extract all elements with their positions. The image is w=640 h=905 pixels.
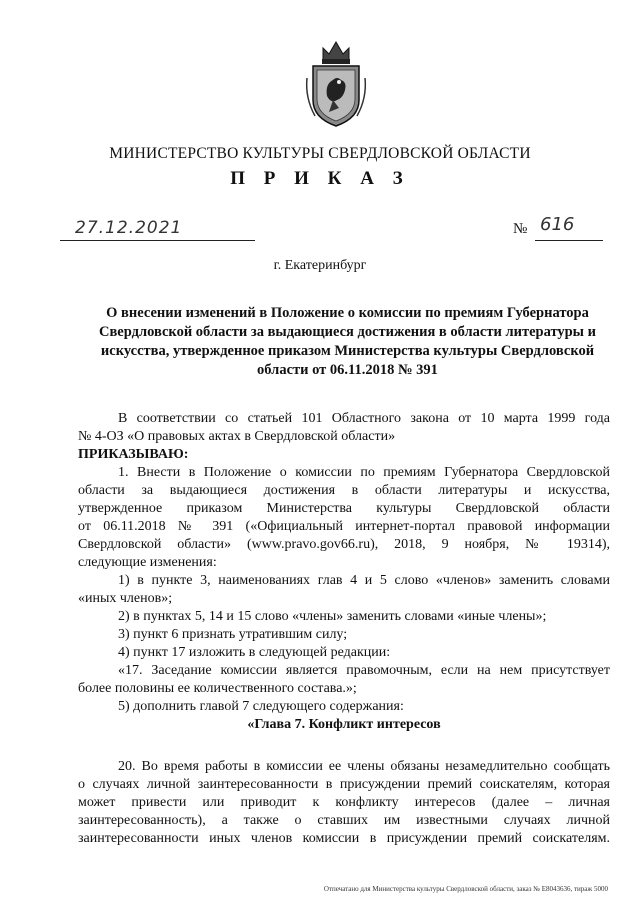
ministry-name: МИНИСТЕРСТВО КУЛЬТУРЫ СВЕРДЛОВСКОЙ ОБЛАСТИ [109,145,531,162]
body-line: «17. Заседание комиссии является правомочным, если на нем присутствует [118,663,610,678]
body-line: 3) пункт 6 признать утратившим силу; [118,627,348,642]
document-title: П Р И К А З [230,168,410,189]
body-line: может привести или приводит к конфликту интересов (далее – личная [78,795,610,810]
body-line: заинтересованность), а также о ставших им известными случаях личной [78,813,610,828]
body-line: Свердловской области» (www.pravo.gov66.ru), 2018, 9 ноября, № 19314), [78,537,610,552]
number-label: № [513,221,528,237]
body-line: от 06.11.2018 № 391 («Официальный интернет-портал правовой информации [78,519,610,534]
body-line: следующие изменения: [78,555,217,570]
order-number: 616 [540,214,575,235]
body-line: № 4-ОЗ «О правовых актах в Свердловской области» [78,429,396,444]
body-line: 4) пункт 17 изложить в следующей редакции: [118,645,391,660]
order-heading: О внесении изменений в Положение о комиссии по премиям Губернатора Свердловской области за выдающиеся достижения в области литературы и искусства, утвержденное приказом Министерства культуры Свердловской области от 06.11.2018 № 391 [99,305,596,378]
coat-of-arms-icon [303,38,369,130]
city: г. Екатеринбург [273,258,367,273]
body-line: более половины ее количественного состава.»; [78,681,357,696]
body-line: 20. Во время работы в комиссии ее члены обязаны незамедлительно сообщать [118,759,610,774]
body-line: 1) в пункте 3, наименованиях глав 4 и 5 слово «членов» заменить словами [118,573,610,588]
body-line: 1. Внести в Положение о комиссии по премиям Губернатора Свердловской [118,465,610,480]
body-line: заинтересованности иных членов комиссии в присуждении премий соискателям. [78,831,610,846]
chapter-title: «Глава 7. Конфликт интересов [247,717,441,732]
body-line: 2) в пунктах 5, 14 и 15 слово «члены» заменить словами «иные члены»; [118,609,547,624]
body-line: области за выдающиеся достижения в области литературы и искусства, [78,483,610,498]
body-line: «иных членов»; [78,591,173,606]
order-word: ПРИКАЗЫВАЮ: [78,447,189,462]
body-line: утвержденное приказом Министерства культуры Свердловской области [78,501,610,516]
body-line: о случаях личной заинтересованности в присуждении премий соискателям, которая [78,777,610,792]
body-line: 5) дополнить главой 7 следующего содержания: [118,699,404,714]
print-note: Отпечатано для Министерства культуры Свердловской области, заказ № Е8043636, тираж 5000 [323,885,608,893]
body-line: В соответствии со статьей 101 Областного закона от 10 марта 1999 года [118,411,610,426]
order-date: 27.12.2021 [75,218,183,238]
